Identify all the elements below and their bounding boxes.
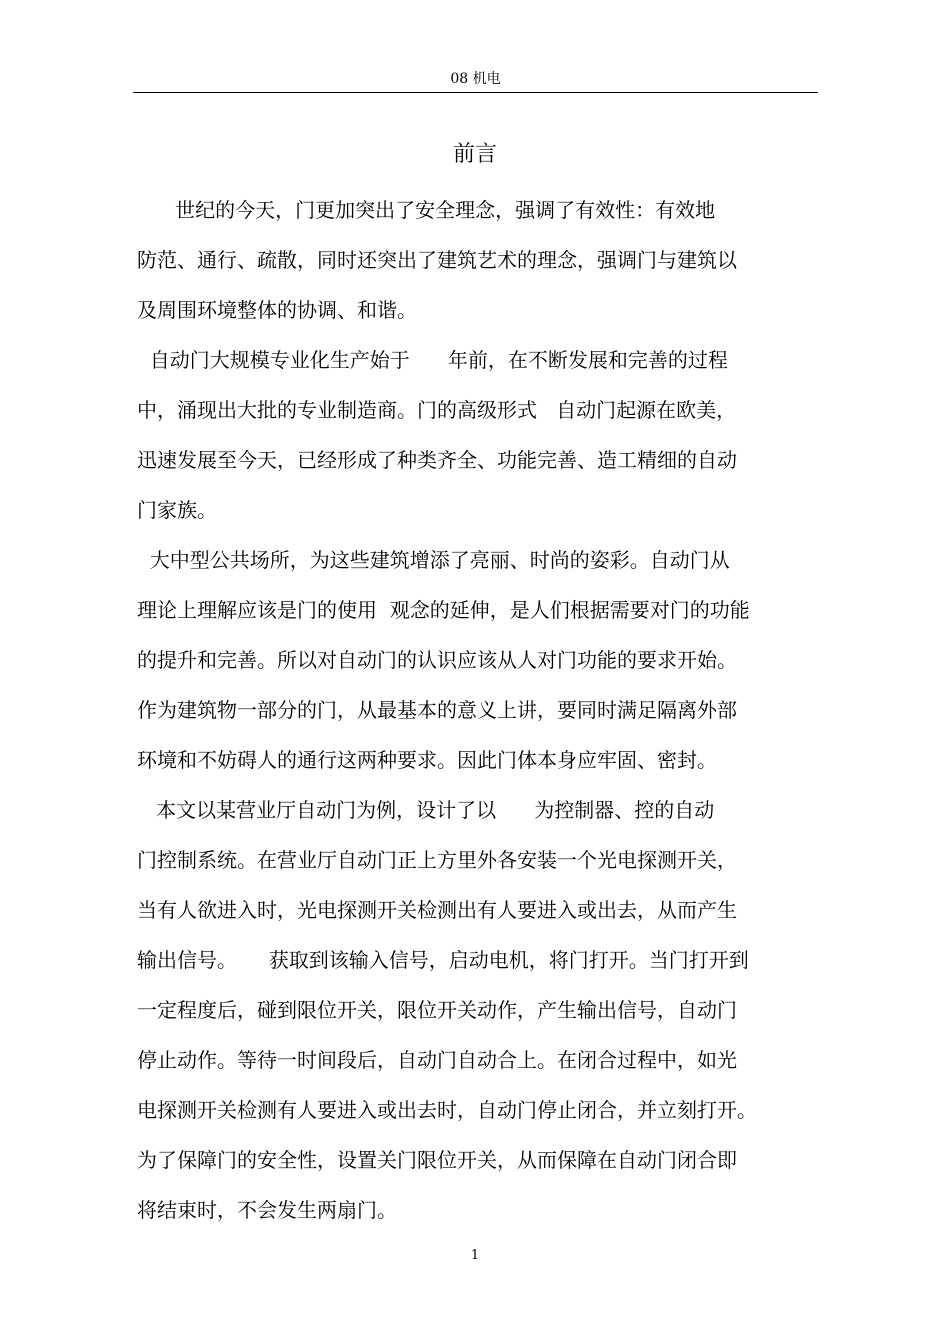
text-line: 大中型公共场所，为这些建筑增添了亮丽、时尚的姿彩。自动门从 (137, 548, 730, 572)
text-line: 理论上理解应该是门的使用 观念的延伸，是人们根据需要对门的功能 (137, 598, 750, 622)
text-line: 防范、通行、疏散，同时还突出了建筑艺术的理念，强调门与建筑以 (137, 248, 737, 272)
body-text (137, 185, 817, 1235)
text-line: 停止动作。等待一时间段后，自动门自动合上。在闭合过程中，如光 (137, 1048, 737, 1072)
page-number: 1 (470, 1248, 480, 1263)
text-line: 作为建筑物一部分的门，从最基本的意义上讲，要同时满足隔离外部 (137, 698, 737, 722)
page-title: 前言 (452, 142, 497, 167)
page-header: 08 机电 (133, 66, 818, 93)
text-line: 门控制系统。在营业厅自动门正上方里外各安装一个光电探测开关， (137, 848, 737, 872)
text-line: 迅速发展至今天，已经形成了种类齐全、功能完善、造工精细的自动 (137, 448, 737, 472)
text-line: 本文以某营业厅自动门为例，设计了以 为控制器、控的自动 (137, 798, 715, 822)
text-line: 一定程度后，碰到限位开关，限位开关动作，产生输出信号，自动门 (137, 998, 737, 1022)
text-line: 自动门大规模专业化生产始于 年前，在不断发展和完善的过程 (137, 348, 728, 372)
text-line: 中，涌现出大批的专业制造商。门的高级形式 自动门起源在欧美， (137, 398, 737, 422)
text-line: 的提升和完善。所以对自动门的认识应该从人对门功能的要求开始。 (137, 648, 737, 672)
text-line: 为了保障门的安全性，设置关门限位开关，从而保障在自动门闭合即 (137, 1148, 737, 1172)
text-line: 门家族。 (137, 498, 217, 522)
text-line: 世纪的今天，门更加突出了安全理念，强调了有效性：有效地 (137, 198, 716, 222)
text-line: 环境和不妨碍人的通行这两种要求。因此门体本身应牢固、密封。 (137, 748, 717, 772)
text-line: 电探测开关检测有人要进入或出去时，自动门停止闭合，并立刻打开。 (137, 1098, 757, 1122)
text-line: 将结束时，不会发生两扇门。 (137, 1198, 397, 1222)
text-line: 当有人欲进入时，光电探测开关检测出有人要进入或出去，从而产生 (137, 898, 737, 922)
text-line: 输出信号。 获取到该输入信号，启动电机，将门打开。当门打开到 (137, 948, 749, 972)
text-line: 及周围环境整体的协调、和谐。 (137, 298, 417, 322)
